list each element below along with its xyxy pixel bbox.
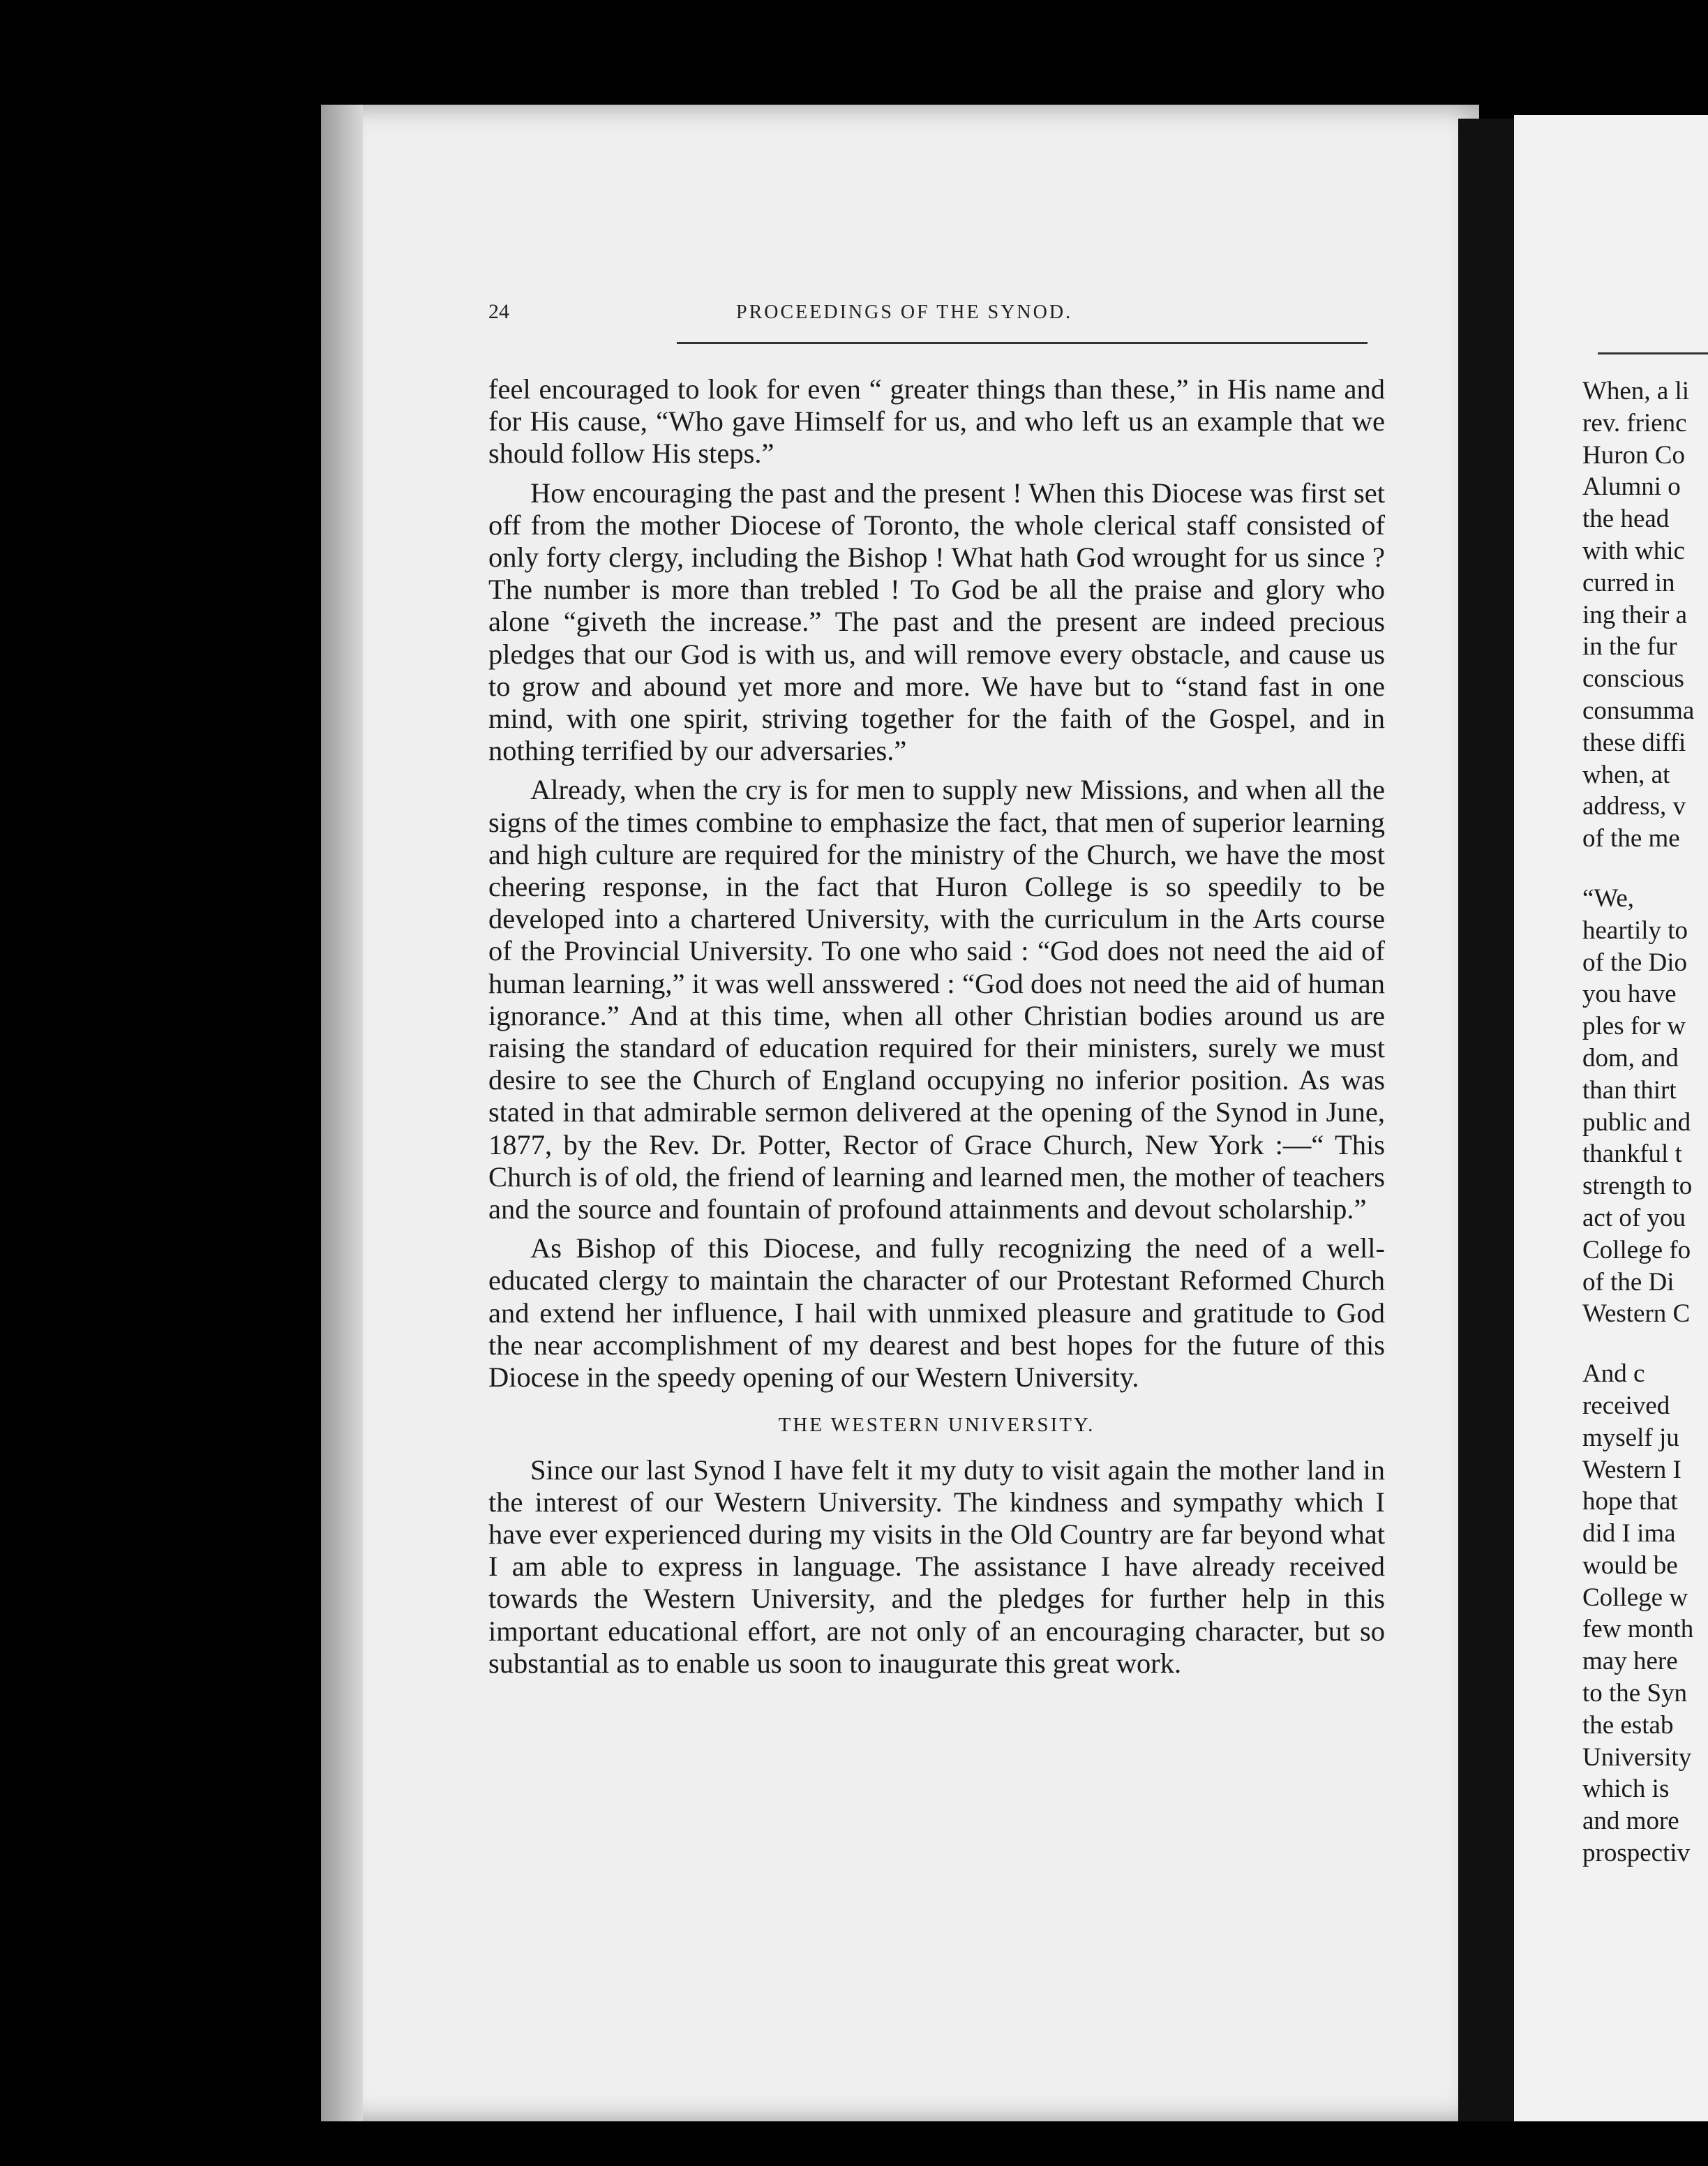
facing-line: conscious bbox=[1582, 664, 1684, 694]
facing-line: ing their a bbox=[1582, 600, 1688, 629]
facing-line: with whic bbox=[1582, 536, 1685, 565]
facing-line: to the Syn bbox=[1582, 1679, 1688, 1708]
facing-line: thankful t bbox=[1582, 1140, 1682, 1169]
facing-line: “We, bbox=[1582, 883, 1635, 913]
facing-line: did I ima bbox=[1582, 1519, 1676, 1548]
facing-line: And c bbox=[1582, 1359, 1645, 1389]
facing-line: you have bbox=[1582, 980, 1677, 1009]
page-stack-edge bbox=[321, 105, 363, 2121]
facing-line: address, v bbox=[1582, 792, 1686, 821]
facing-line: of the Dio bbox=[1582, 948, 1688, 977]
facing-line: Western I bbox=[1582, 1455, 1681, 1484]
facing-line: act of you bbox=[1582, 1203, 1686, 1232]
header-rule bbox=[677, 342, 1368, 344]
page-number: 24 bbox=[488, 300, 509, 323]
facing-line: the head bbox=[1582, 505, 1670, 534]
paragraph-4: As Bishop of this Diocese, and fully recognizing the need of a well-educated clergy to maintain the character of our Protestant Reformed Church and extend her influence, I hail with unmixed pleasure and gratitude to God the near accomplishment of my dearest and best hopes for the future of this Diocese in the speedy opening of our Western University. bbox=[488, 1232, 1385, 1394]
facing-line: curred in bbox=[1582, 568, 1675, 597]
facing-line: may here bbox=[1582, 1647, 1678, 1676]
paragraph-2: How encouraging the past and the present ! When this Diocese was first set off from the mother Diocese of Toronto, the whole clerical staff consisted of only forty clergy, including the Bishop ! What hath God wrought for us since ? The number is more than trebled ! To God be all the praise and glory who alone “giveth the increase.” The past and the present are indeed precious pledges that our God is with us, and will remove every obstacle, and cause us to grow and abound yet more and more. We have but to “stand fast in one mind, with one spirit, striving together for the faith of the Gospel, and in nothing terrified by our adversaries.” bbox=[488, 477, 1385, 767]
facing-line: than thirt bbox=[1582, 1075, 1677, 1105]
facing-line: strength to bbox=[1582, 1172, 1693, 1201]
running-title: PROCEEDINGS OF THE SYNOD. bbox=[736, 301, 1073, 323]
facing-line: myself ju bbox=[1582, 1423, 1679, 1452]
facing-line: College fo bbox=[1582, 1235, 1691, 1264]
facing-line: received bbox=[1582, 1391, 1670, 1420]
facing-line bbox=[1582, 855, 1708, 883]
facing-line: Huron Co bbox=[1582, 440, 1685, 470]
facing-line: heartily to bbox=[1582, 916, 1688, 945]
facing-line: of the me bbox=[1582, 824, 1680, 853]
facing-line: would be bbox=[1582, 1551, 1678, 1580]
book-gutter bbox=[1458, 119, 1514, 2121]
facing-line: dom, and bbox=[1582, 1043, 1679, 1073]
facing-line: rev. frienc bbox=[1582, 408, 1687, 438]
facing-line: the estab bbox=[1582, 1710, 1674, 1740]
paragraph-3: Already, when the cry is for men to supply new Missions, and when all the signs of the times combine to emphasize the fact, that men of superior learning and high culture are required for the ministry of the Church, we have the most cheering response, in the fact that Huron College is so speedily to be developed into a chartered University, with the curriculum in the Arts course of the Provincial University. To one who said : “God does not need the aid of human learning,” it was well ansswered : “God does not need the aid of human ignorance.” And at this time, when all other Christian bodies around us are raising the standard of education required for their ministers, surely we must desire to see the Church of England occupying no inferior position. As was stated in that admirable sermon delivered at the opening of the Synod in June, 1877, by the Rev. Dr. Potter, Rector of Grace Church, New York :—“ This Church is of old, the friend of learning and learned men, the mother of teachers and the source and fountain of profound attainments and devout scholarship.” bbox=[488, 774, 1385, 1225]
facing-line bbox=[1582, 1330, 1708, 1358]
section-heading: THE WESTERN UNIVERSITY. bbox=[778, 1414, 1095, 1437]
facing-line: and more bbox=[1582, 1807, 1679, 1836]
facing-line: University bbox=[1582, 1742, 1692, 1772]
facing-line: Alumni o bbox=[1582, 472, 1681, 502]
paragraph-1: feel encouraged to look for even “ greater things than these,” in His name and for His cause, “Who gave Himself for us, and who left us an example that we should follow His steps.” bbox=[488, 373, 1385, 470]
facing-line: which is bbox=[1582, 1775, 1670, 1804]
facing-header-rule bbox=[1598, 352, 1708, 354]
facing-line: in the fur bbox=[1582, 632, 1677, 662]
facing-line: these diffi bbox=[1582, 728, 1686, 757]
facing-line: Western C bbox=[1582, 1299, 1691, 1329]
facing-line: few month bbox=[1582, 1615, 1694, 1644]
facing-page-text bbox=[1582, 375, 1708, 1869]
facing-line: public and bbox=[1582, 1107, 1691, 1137]
running-header bbox=[488, 300, 1368, 331]
facing-line: When, a li bbox=[1582, 377, 1690, 405]
page-body bbox=[488, 373, 1385, 1687]
facing-line: College w bbox=[1582, 1583, 1688, 1612]
facing-line: of the Di bbox=[1582, 1267, 1675, 1297]
facing-line: consumma bbox=[1582, 696, 1695, 725]
facing-line: ples for w bbox=[1582, 1012, 1686, 1041]
facing-line: prospectiv bbox=[1582, 1839, 1691, 1868]
facing-line: when, at bbox=[1582, 760, 1670, 789]
facing-line: hope that bbox=[1582, 1487, 1678, 1516]
section-paragraph: Since our last Synod I have felt it my duty to visit again the mother land in the interest of our Western University. The kindness and sympathy which I have ever experienced during my visits in the Old Country are far beyond what I am able to express in language. The assistance I have already received towards the Western University, and the pledges for further help in this important educational effort, are not only of an encouraging character, but so substantial as to enable us soon to inaugurate this great work. bbox=[488, 1454, 1385, 1679]
